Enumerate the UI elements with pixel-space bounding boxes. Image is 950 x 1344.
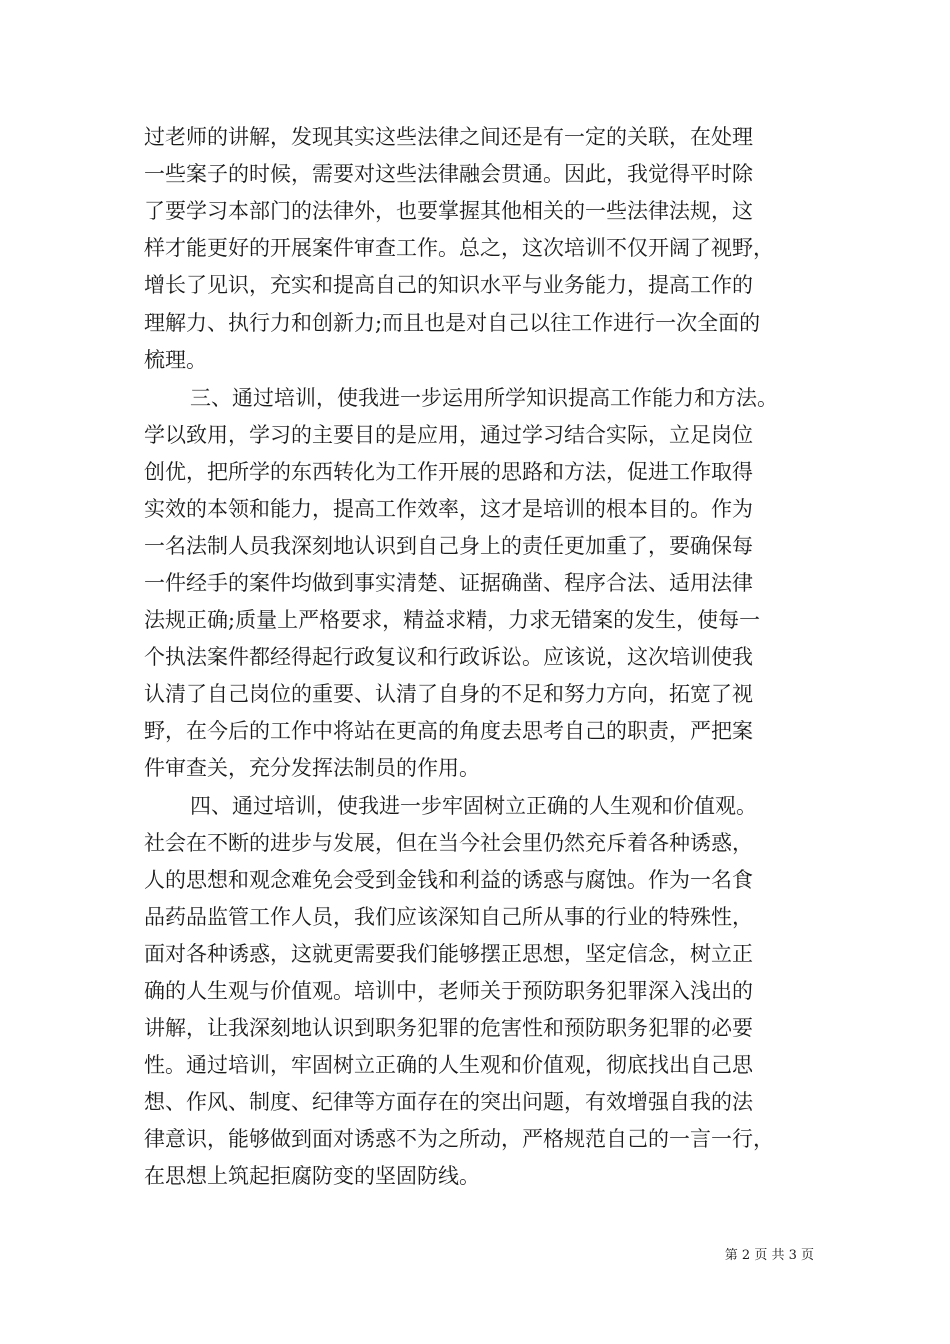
text-line: 理解力、执行力和创新力;而且也是对自己以往工作进行一次全面的 (144, 311, 761, 335)
text-line: 品药品监管工作人员，我们应该深知自己所从事的行业的特殊性， (144, 905, 753, 929)
text-line: 个执法案件都经得起行政复议和行政诉讼。应该说，这次培训使我 (144, 645, 753, 669)
section-heading-four: 四、通过培训，使我进一步牢固树立正确的人生观和价值观。 (190, 794, 757, 818)
text-line: 创优，把所学的东西转化为工作开展的思路和方法，促进工作取得 (144, 460, 753, 484)
text-line: 过老师的讲解，发现其实这些法律之间还是有一定的关联，在处理 (144, 125, 753, 149)
text-line: 律意识，能够做到面对诱惑不为之所动，严格规范自己的一言一行， (144, 1127, 774, 1151)
text-line: 实效的本领和能力，提高工作效率，这才是培训的根本目的。作为 (144, 497, 753, 521)
text-line: 讲解，让我深刻地认识到职务犯罪的危害性和预防职务犯罪的必要 (144, 1016, 753, 1040)
text-line: 学以致用，学习的主要目的是应用，通过学习结合实际，立足岗位 (144, 423, 753, 447)
text-line: 法规正确;质量上严格要求，精益求精，力求无错案的发生，使每一 (144, 608, 761, 632)
section-heading-three: 三、通过培训，使我进一步运用所学知识提高工作能力和方法。 (190, 386, 778, 410)
text-line: 人的思想和观念难免会受到金钱和利益的诱惑与腐蚀。作为一名食 (144, 868, 753, 892)
text-line: 梳理。 (144, 348, 207, 372)
text-line: 一些案子的时候，需要对这些法律融会贯通。因此，我觉得平时除 (144, 162, 753, 186)
text-line: 增长了见识，充实和提高自己的知识水平与业务能力，提高工作的 (144, 273, 753, 297)
text-line: 想、作风、制度、纪律等方面存在的突出问题，有效增强自我的法 (144, 1090, 753, 1114)
text-line: 样才能更好的开展案件审查工作。总之，这次培训不仅开阔了视野， (144, 236, 774, 260)
text-line: 件审查关，充分发挥法制员的作用。 (144, 756, 480, 780)
page-number: 第 2 页 共 3 页 (724, 1248, 814, 1263)
text-line: 社会在不断的进步与发展，但在当今社会里仍然充斥着各种诱惑， (144, 831, 753, 855)
text-line: 认清了自己岗位的重要、认清了自身的不足和努力方向，拓宽了视 (144, 682, 753, 706)
text-line: 面对各种诱惑，这就更需要我们能够摆正思想，坚定信念，树立正 (144, 942, 753, 966)
text-line: 一件经手的案件均做到事实清楚、证据确凿、程序合法、适用法律 (144, 571, 753, 595)
text-line: 性。通过培训，牢固树立正确的人生观和价值观，彻底找出自己思 (144, 1053, 753, 1077)
text-line: 一名法制人员我深刻地认识到自己身上的责任更加重了，要确保每 (144, 534, 753, 558)
text-line: 野，在今后的工作中将站在更高的角度去思考自己的职责，严把案 (144, 719, 753, 743)
text-line: 在思想上筑起拒腐防变的坚固防线。 (144, 1164, 480, 1188)
text-line: 确的人生观与价值观。培训中，老师关于预防职务犯罪深入浅出的 (144, 979, 753, 1003)
text-line: 了要学习本部门的法律外，也要掌握其他相关的一些法律法规，这 (144, 199, 753, 223)
